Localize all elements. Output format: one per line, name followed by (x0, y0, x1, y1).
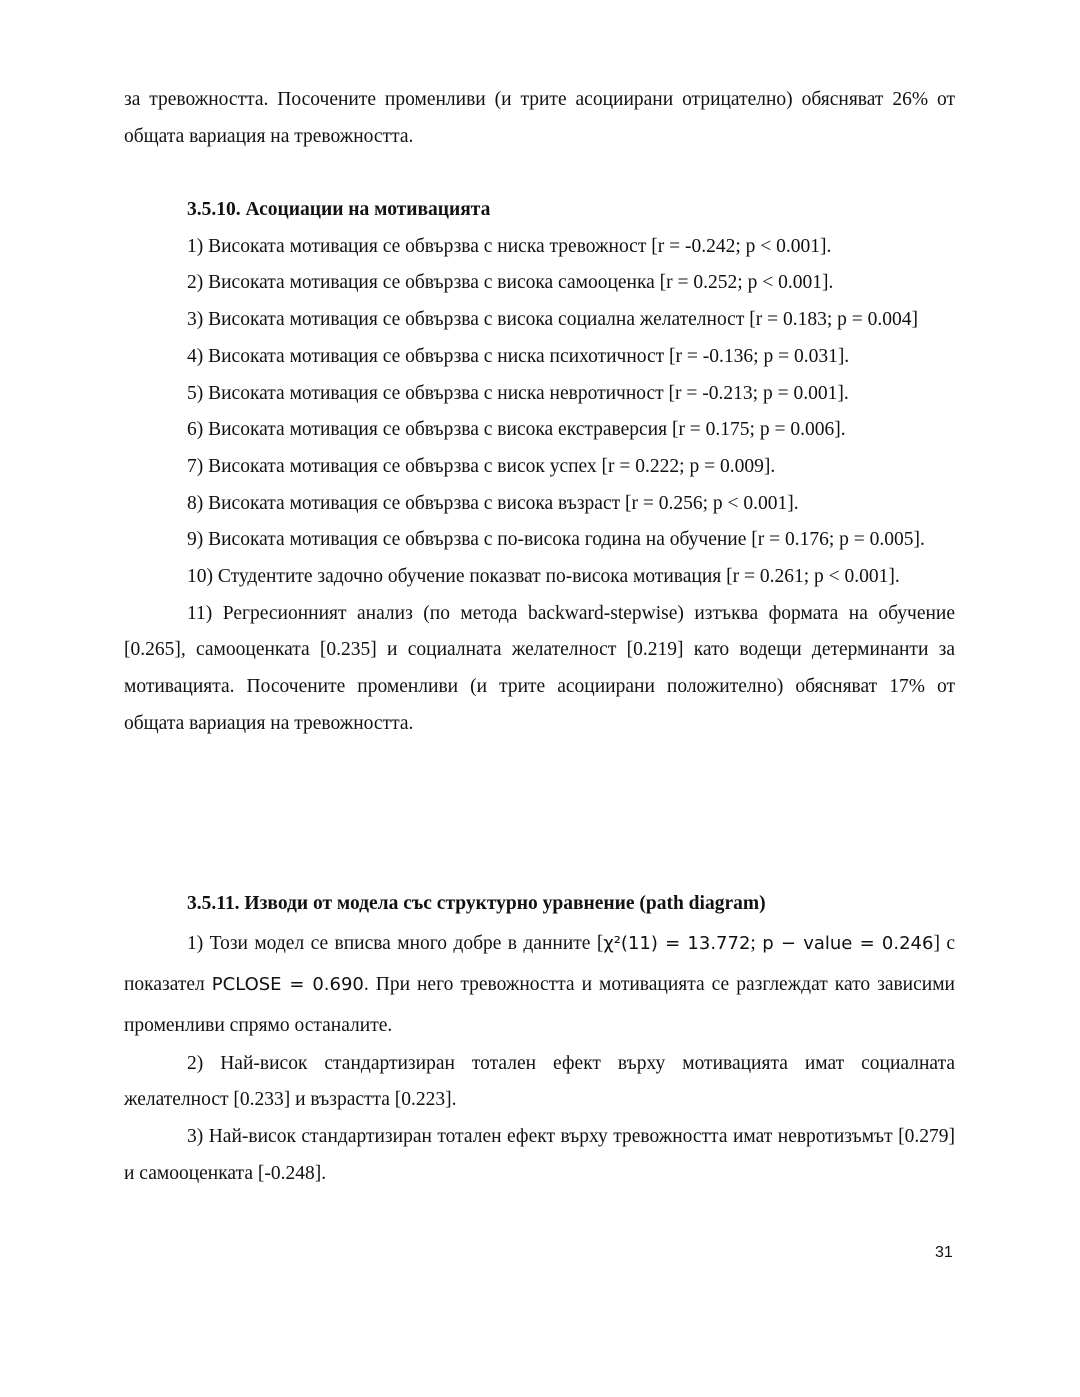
list-item: 2) Високата мотивация се обвързва с висока самооценка [r = 0.252; p < 0.001]. (187, 272, 834, 294)
section-heading: 3.5.11. Изводи от модела със структурно уравнение (path diagram) (187, 893, 766, 914)
page-number: 31 (935, 1244, 953, 1261)
list-item (124, 923, 955, 1046)
list-item: 4) Високата мотивация се обвързва с ниска психотичност [r = -0.136; p = 0.031]. (187, 345, 850, 367)
intro-block (124, 82, 955, 155)
intro-paragraph: за тревожността. Посочените променливи (и трите асоциирани отрицателно) обясняват 26% от общата вариация на тревожността. (124, 89, 955, 147)
section-heading: 3.5.10. Асоциации на мотивацията (187, 199, 491, 220)
list-item: 10) Студентите задочно обучение показват по-висока мотивация [r = 0.261; p < 0.001]. (187, 566, 900, 588)
item-middle: ] с показател (124, 932, 955, 995)
chi-square-formula: χ²(11) = 13.772 (603, 932, 751, 954)
item-prefix: 1) Този модел се вписва много добре в данните [ (187, 932, 604, 954)
list-item: 1) Високата мотивация се обвързва с ниска тревожност [r = -0.242; p < 0.001]. (187, 235, 832, 257)
list-item: 11) Регресионният анализ (по метода backward-stepwise) изтъква формата на обучение [0.265], самооценката [0.235] и социалната желателност [0.219] като водещи детерминанти за мотивацията. Посочените променливи (и трите асоциирани положително) обясняват 17% от общата вариация на тревожността. (124, 602, 955, 734)
list-item: 5) Високата мотивация се обвързва с ниска невротичност [r = -0.213; p = 0.001]. (187, 382, 849, 404)
item-suffix: . При него тревожността и мотивацията се разглеждат като зависими променливи спрямо останалите. (124, 973, 955, 1036)
section-3-5-10 (124, 192, 955, 743)
list-item: 7) Високата мотивация се обвързва с висок успех [r = 0.222; p = 0.009]. (187, 455, 776, 477)
pclose-formula: PCLOSE = 0.690 (211, 973, 364, 995)
item-separator: ; (750, 932, 763, 954)
p-value-formula: p − value = 0.246 (762, 932, 934, 954)
list-item: 6) Високата мотивация се обвързва с висока екстраверсия [r = 0.175; p = 0.006]. (187, 419, 846, 441)
list-item: 8) Високата мотивация се обвързва с висока възраст [r = 0.256; p < 0.001]. (187, 492, 799, 514)
section-3-5-11 (124, 886, 955, 1193)
list-item: 3) Високата мотивация се обвързва с висока социална желателност [r = 0.183; p = 0.004] (187, 309, 919, 331)
list-item: 3) Най-висок стандартизиран тотален ефект върху тревожността имат невротизъмът [0.279] и самооценката [-0.248]. (124, 1126, 955, 1184)
list-item: 9) Високата мотивация се обвързва с по-висока година на обучение [r = 0.176; p = 0.005]. (187, 529, 925, 551)
list-item: 2) Най-висок стандартизиран тотален ефект върху мотивацията имат социалната желателност [0.233] и възрастта [0.223]. (124, 1052, 955, 1111)
